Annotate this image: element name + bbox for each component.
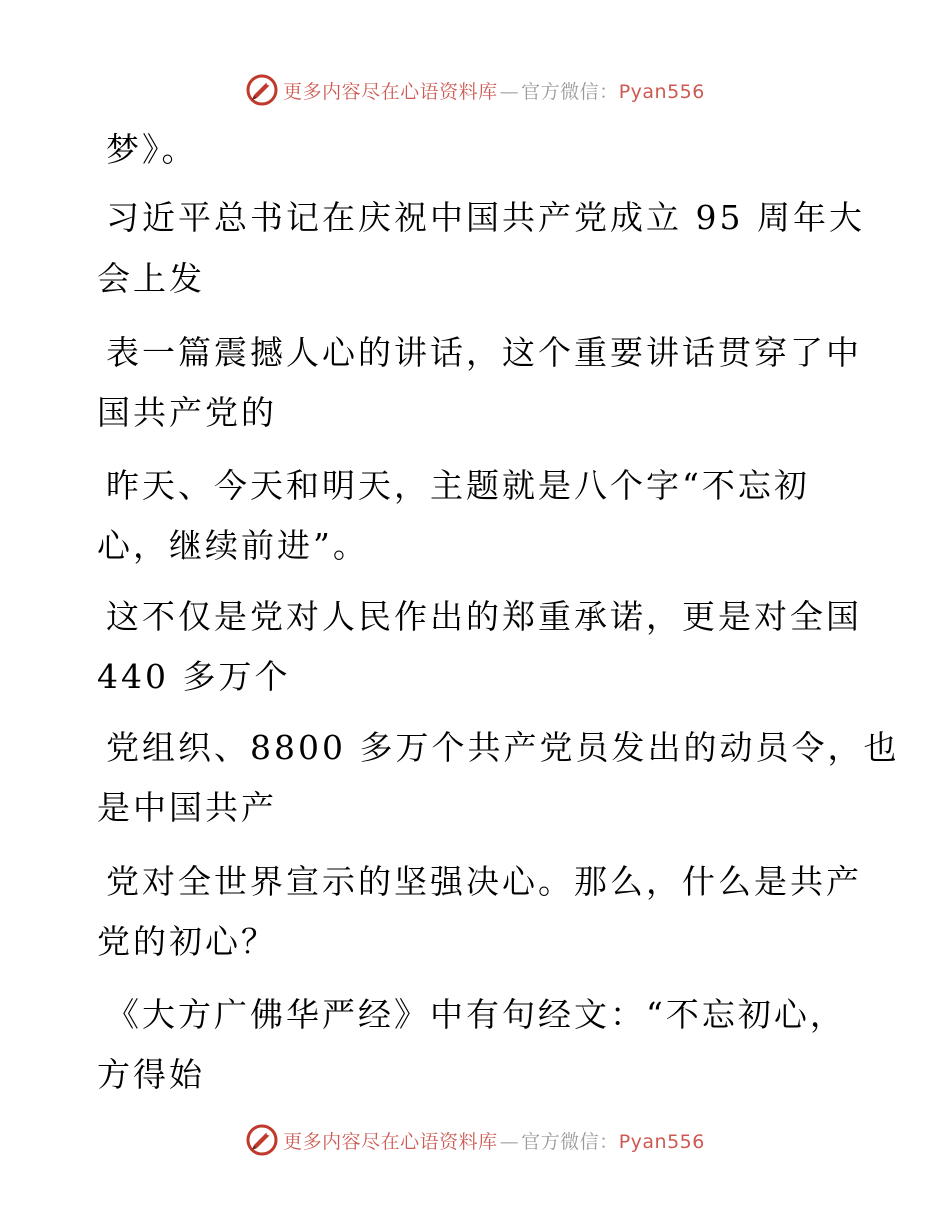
text-line: 《大方广佛华严经》中有句经文：“不忘初心， (106, 995, 846, 1034)
pen-circle-logo-icon (245, 1123, 279, 1157)
watermark-wechat-id: Pyan556 (618, 80, 705, 103)
text-line: 梦》。 (106, 130, 198, 169)
text-line: 这不仅是党对人民作出的郑重承诺，更是对全国 (106, 597, 862, 636)
watermark-main-text: 更多内容尽在心语资料库 (283, 80, 498, 103)
watermark-main-text: 更多内容尽在心语资料库 (283, 1130, 498, 1153)
text-line: 是中国共产 (97, 788, 277, 827)
text-line: 党的初心？ (97, 922, 277, 961)
header-watermark (0, 70, 950, 110)
watermark-wechat-label: 官方微信： (521, 1130, 619, 1153)
text-line: 表一篇震撼人心的讲话，这个重要讲话贯穿了中 (106, 333, 862, 372)
text-line: 国共产党的 (97, 393, 277, 432)
watermark-separator: — (499, 1130, 520, 1153)
text-line: 会上发 (97, 259, 205, 298)
text-line: 方得始 (97, 1055, 205, 1094)
watermark-separator: — (499, 80, 520, 103)
footer-watermark (0, 1120, 950, 1160)
text-line: 党对全世界宣示的坚强决心。那么，什么是共产 (106, 862, 862, 901)
watermark-wechat-label: 官方微信： (521, 80, 619, 103)
text-line: 440 多万个 (97, 657, 291, 696)
text-line: 心，继续前进”。 (97, 526, 369, 565)
text-line: 昨天、今天和明天，主题就是八个字“不忘初 (106, 466, 810, 505)
text-line: 习近平总书记在庆祝中国共产党成立 95 周年大 (106, 198, 865, 237)
watermark-wechat-id: Pyan556 (618, 1130, 705, 1153)
text-line: 党组织、8800 多万个共产党员发出的动员令，也 (106, 728, 900, 767)
pen-circle-logo-icon (245, 73, 279, 107)
